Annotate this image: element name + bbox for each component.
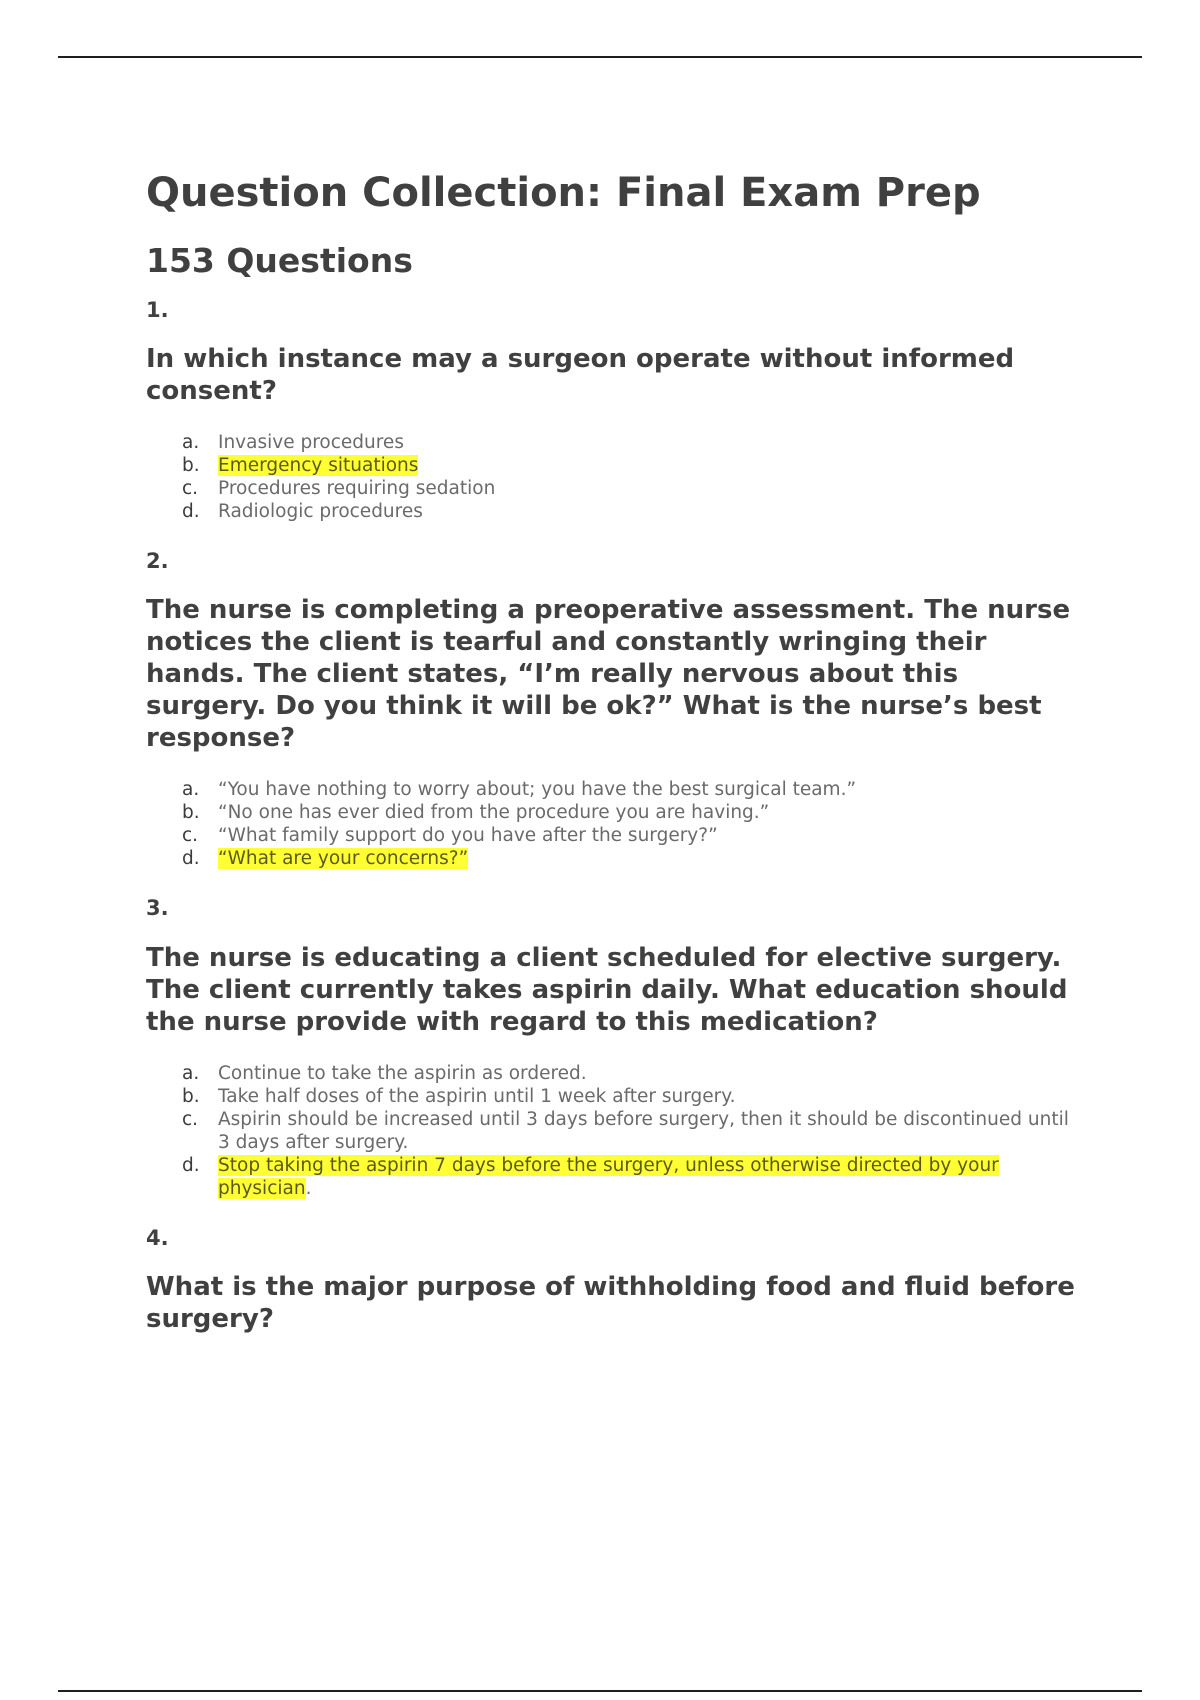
option-letter: a. bbox=[182, 779, 200, 801]
option-text: Invasive procedures bbox=[218, 432, 404, 454]
highlighted-answer: “What are your concerns?” bbox=[218, 848, 469, 870]
question-number: 2. bbox=[146, 549, 169, 574]
option-letter: d. bbox=[182, 1154, 200, 1176]
option-c bbox=[182, 477, 1086, 500]
option-b bbox=[182, 1085, 1086, 1108]
question-3 bbox=[146, 896, 1086, 1199]
question-text: In which instance may a surgeon operate without informed consent? bbox=[146, 344, 1015, 407]
answer-options bbox=[146, 1062, 1086, 1200]
option-d bbox=[182, 500, 1086, 523]
option-letter: c. bbox=[182, 825, 199, 847]
question-1 bbox=[146, 298, 1086, 523]
option-letter: d. bbox=[182, 501, 200, 523]
document-title: Question Collection: Final Exam Prep bbox=[146, 170, 981, 216]
option-d bbox=[182, 1154, 1086, 1200]
document-body bbox=[146, 170, 1086, 1335]
question-text: The nurse is completing a preoperative assessment. The nurse notices the client is tearful and constantly wringing their hands. The client states, “I’m really nervous about this surgery. Do you think it will be ok?” What is the nurse’s best response? bbox=[146, 595, 1071, 754]
option-letter: b. bbox=[182, 455, 200, 477]
option-c bbox=[182, 1108, 1086, 1154]
question-2 bbox=[146, 549, 1086, 870]
highlighted-answer: Emergency situations bbox=[218, 455, 419, 477]
option-letter: b. bbox=[182, 1085, 200, 1107]
option-text: Continue to take the aspirin as ordered. bbox=[218, 1062, 587, 1084]
option-text: Radiologic procedures bbox=[218, 501, 423, 523]
option-letter: b. bbox=[182, 802, 200, 824]
option-letter: c. bbox=[182, 1108, 199, 1130]
bottom-rule bbox=[58, 1690, 1142, 1692]
question-text: What is the major purpose of withholding food and fluid before surgery? bbox=[146, 1271, 1075, 1334]
option-letter: d. bbox=[182, 848, 200, 870]
option-c bbox=[182, 824, 1086, 847]
question-number: 4. bbox=[146, 1225, 169, 1250]
question-number: 1. bbox=[146, 297, 169, 322]
question-count: 153 Questions bbox=[146, 241, 413, 280]
option-text: Take half doses of the aspirin until 1 week after surgery. bbox=[218, 1085, 736, 1107]
option-letter: a. bbox=[182, 1062, 200, 1084]
question-4 bbox=[146, 1226, 1086, 1335]
option-suffix: . bbox=[305, 1177, 312, 1199]
option-d bbox=[182, 847, 1086, 870]
option-a bbox=[182, 431, 1086, 454]
option-letter: a. bbox=[182, 432, 200, 454]
option-text: Aspirin should be increased until 3 days before surgery, then it should be discontinued until 3 days after surgery. bbox=[218, 1108, 1069, 1153]
option-text: “You have nothing to worry about; you have the best surgical team.” bbox=[218, 779, 857, 801]
option-letter: c. bbox=[182, 478, 199, 500]
option-a bbox=[182, 1062, 1086, 1085]
answer-options bbox=[146, 778, 1086, 870]
option-b bbox=[182, 801, 1086, 824]
option-text: “No one has ever died from the procedure you are having.” bbox=[218, 802, 770, 824]
top-rule bbox=[58, 56, 1142, 58]
option-a bbox=[182, 778, 1086, 801]
question-text: The nurse is educating a client scheduled for elective surgery. The client currently takes aspirin daily. What education should the nurse provide with regard to this medication? bbox=[146, 942, 1068, 1037]
answer-options bbox=[146, 431, 1086, 523]
option-b bbox=[182, 454, 1086, 477]
highlighted-answer: Stop taking the aspirin 7 days before the surgery, unless otherwise directed by your physician bbox=[218, 1154, 999, 1199]
option-text: “What family support do you have after the surgery?” bbox=[218, 825, 718, 847]
question-number: 3. bbox=[146, 896, 169, 921]
option-text: Procedures requiring sedation bbox=[218, 478, 496, 500]
